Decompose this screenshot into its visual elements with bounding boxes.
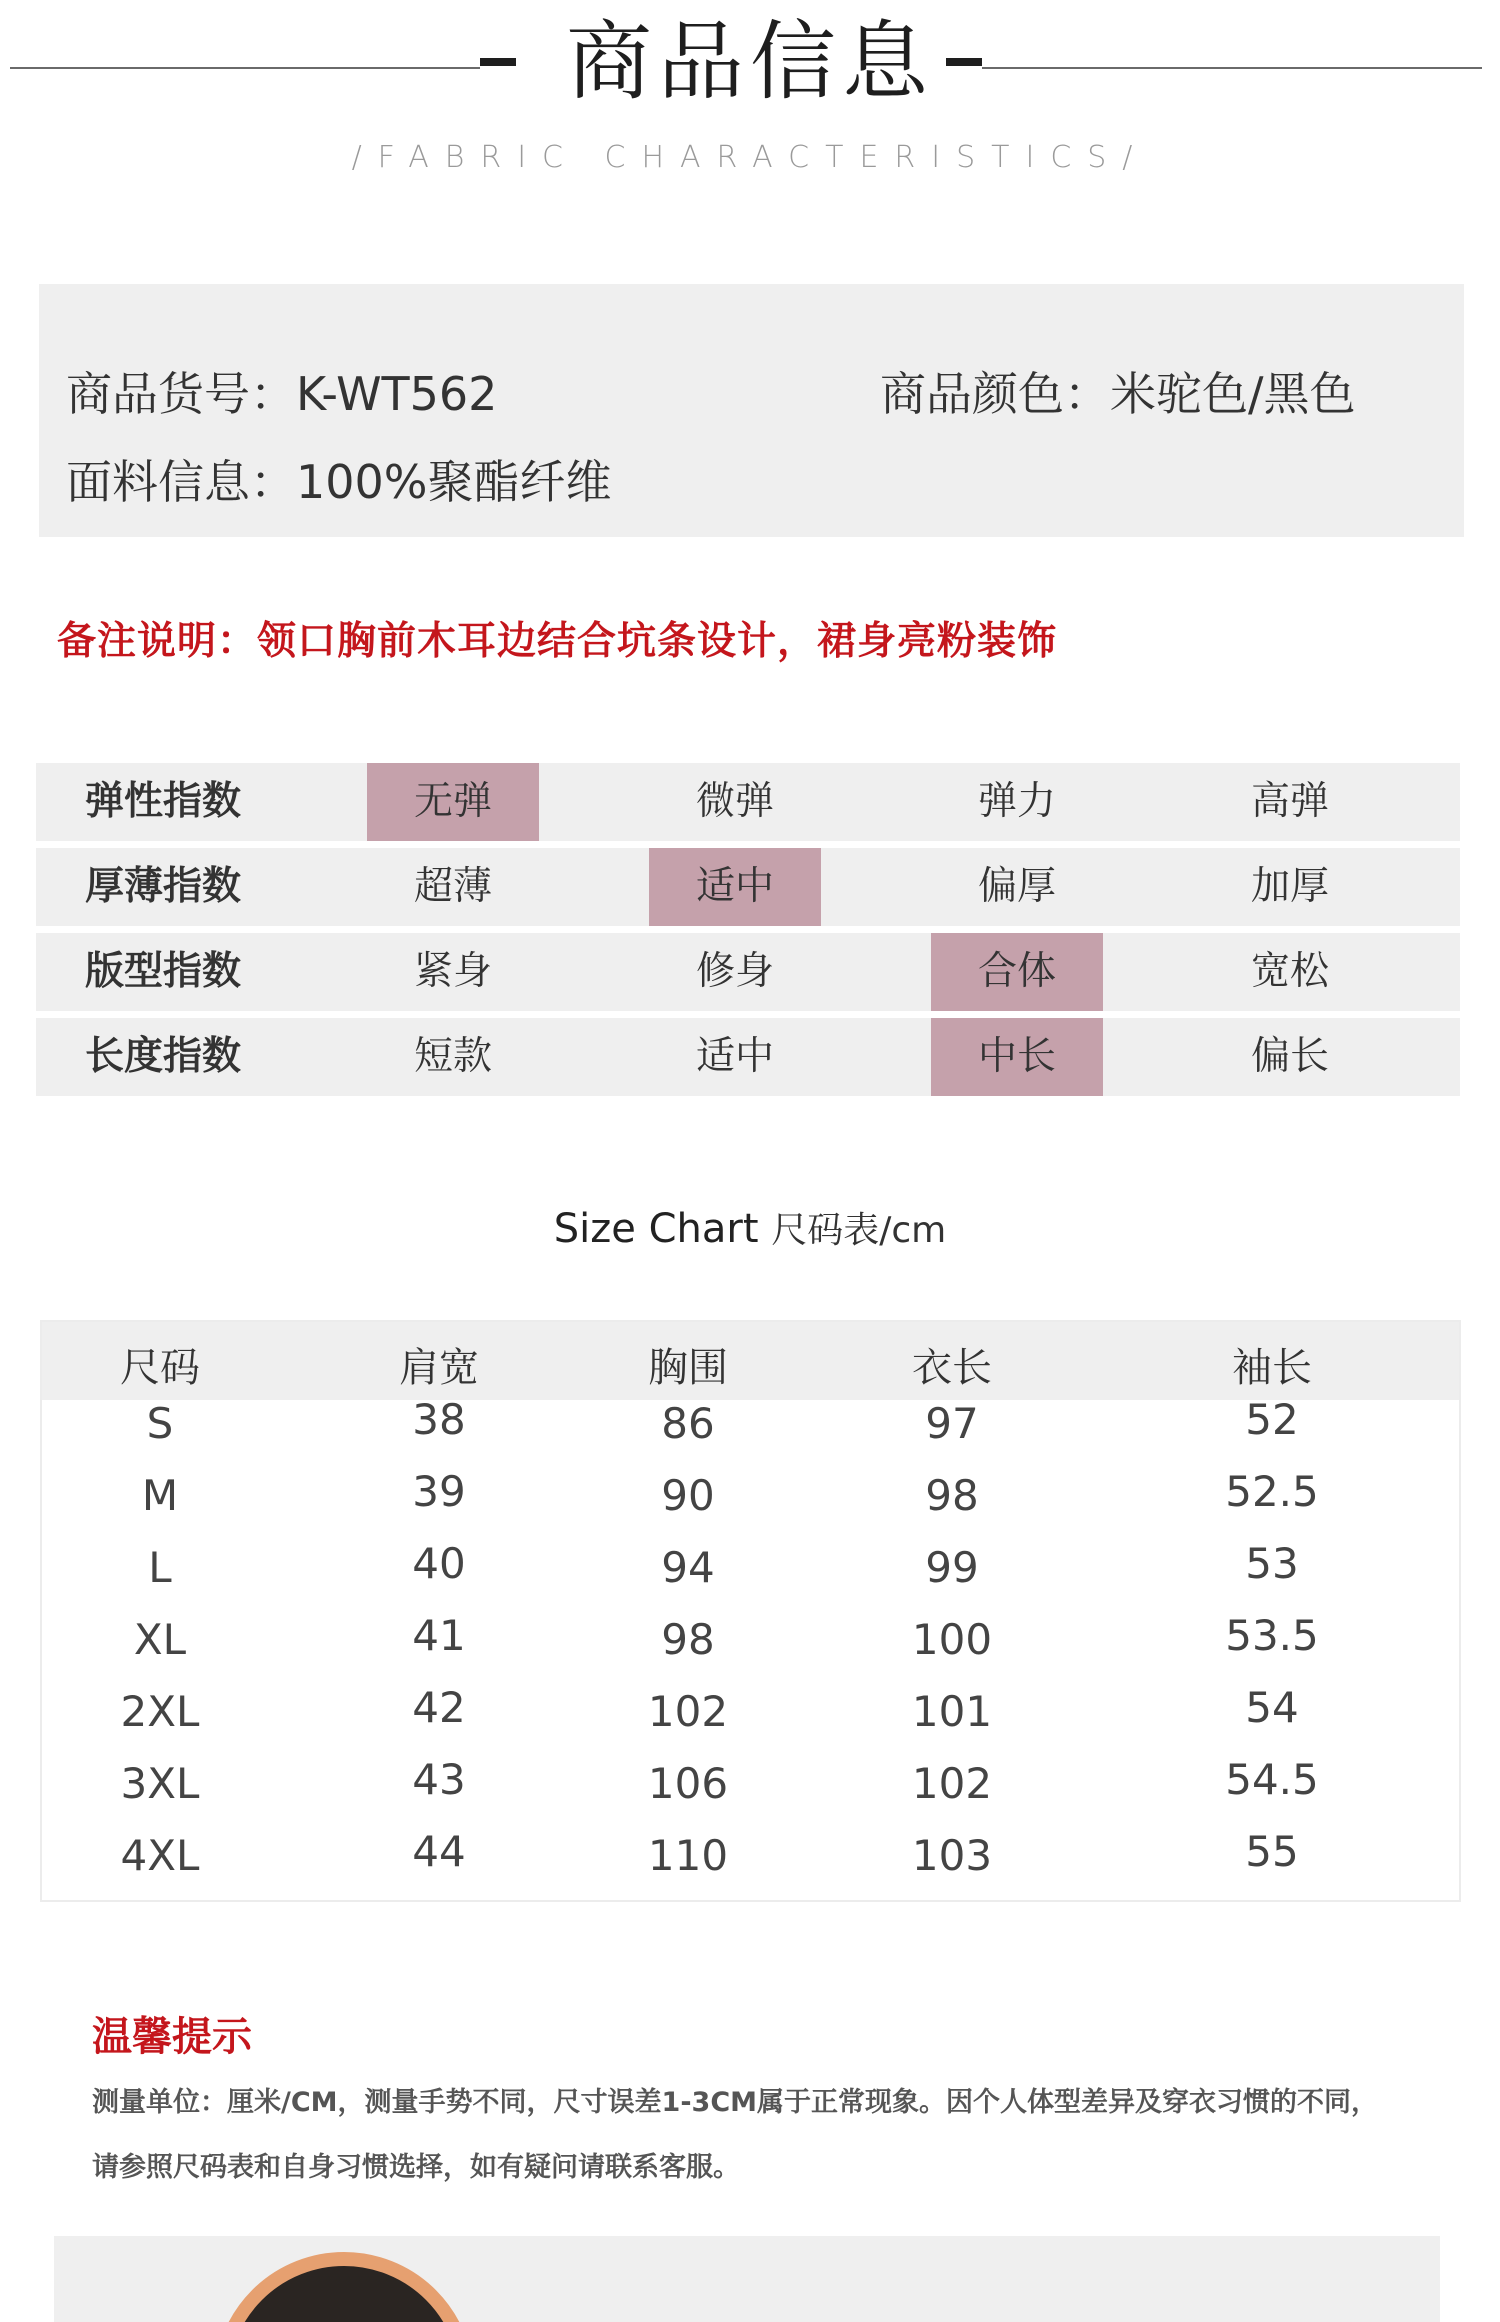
size-value-cell: 39 <box>412 1467 466 1516</box>
size-table-header <box>42 1322 1459 1400</box>
size-chart-unit: 尺码表/cm <box>771 1210 947 1251</box>
size-value-cell: 97 <box>925 1399 979 1448</box>
size-value-cell: 53 <box>1245 1539 1299 1588</box>
size-value-cell: 53.5 <box>1225 1611 1319 1660</box>
size-value-cell: 100 <box>911 1615 993 1664</box>
size-chart-title <box>0 1202 1500 1253</box>
size-value-cell: 102 <box>647 1687 729 1736</box>
size-header-cell: 肩宽 <box>399 1345 479 1391</box>
fabric-info: 面料信息：100%聚酯纤维 <box>66 455 612 509</box>
size-value-cell: 98 <box>925 1471 979 1520</box>
size-value-cell: 106 <box>647 1759 729 1808</box>
index-option: 超薄 <box>413 864 492 909</box>
size-label-cell: S <box>146 1399 174 1448</box>
size-value-cell: 55 <box>1245 1827 1299 1876</box>
size-header-cell: 尺码 <box>120 1345 200 1391</box>
size-value-cell: 38 <box>412 1395 466 1444</box>
index-option: 弹力 <box>977 779 1056 824</box>
product-color: 商品颜色：米驼色/黑色 <box>880 367 1356 421</box>
size-value-cell: 101 <box>911 1687 993 1736</box>
index-row <box>36 763 1460 841</box>
index-option: 修身 <box>695 949 774 994</box>
index-row-label: 厚薄指数 <box>84 864 241 909</box>
index-row-label: 弹性指数 <box>84 779 241 824</box>
index-option-selected: 无弹 <box>367 763 539 841</box>
index-row <box>36 1018 1460 1096</box>
page-title: 商品信息 <box>566 12 934 112</box>
index-row <box>36 848 1460 926</box>
tips-title: 温馨提示 <box>92 2014 252 2060</box>
tips-line-1: 测量单位：厘米/CM，测量手势不同，尺寸误差1-3CM属于正常现象。因个人体型差异及穿衣习惯的不同， <box>92 2087 1379 2118</box>
header-dash-right <box>946 58 982 66</box>
index-option: 偏长 <box>1250 1034 1329 1079</box>
size-value-cell: 90 <box>661 1471 715 1520</box>
header-rule-right <box>982 67 1482 69</box>
size-label-cell: 2XL <box>120 1687 200 1736</box>
size-value-cell: 44 <box>412 1827 466 1876</box>
index-row <box>36 933 1460 1011</box>
size-value-cell: 94 <box>661 1543 715 1592</box>
size-value-cell: 110 <box>647 1831 729 1880</box>
index-row-label: 版型指数 <box>84 949 241 994</box>
item-number: 商品货号：K-WT562 <box>66 367 498 421</box>
index-option: 适中 <box>695 1034 774 1079</box>
size-header-cell: 胸围 <box>648 1345 728 1391</box>
size-label-cell: M <box>141 1471 179 1520</box>
size-label-cell: L <box>148 1543 172 1592</box>
index-option-selected: 合体 <box>931 933 1103 1011</box>
model-photo-panel <box>54 2236 1440 2322</box>
index-option: 微弹 <box>695 779 774 824</box>
size-value-cell: 42 <box>412 1683 466 1732</box>
size-value-cell: 98 <box>661 1615 715 1664</box>
size-value-cell: 54.5 <box>1225 1755 1319 1804</box>
size-value-cell: 54 <box>1245 1683 1299 1732</box>
size-value-cell: 99 <box>925 1543 979 1592</box>
index-option-selected: 中长 <box>931 1018 1103 1096</box>
index-option-selected: 适中 <box>649 848 821 926</box>
index-option: 高弹 <box>1250 779 1329 824</box>
tips-line-2: 请参照尺码表和自身习惯选择，如有疑问请联系客服。 <box>92 2152 740 2183</box>
page-subtitle: /FABRIC CHARACTERISTICS/ <box>351 140 1149 175</box>
index-option: 宽松 <box>1250 949 1329 994</box>
index-option: 加厚 <box>1250 864 1329 909</box>
size-header-cell: 衣长 <box>912 1345 992 1391</box>
size-header-cell: 袖长 <box>1232 1345 1312 1391</box>
size-value-cell: 86 <box>661 1399 715 1448</box>
size-value-cell: 43 <box>412 1755 466 1804</box>
size-value-cell: 41 <box>412 1611 466 1660</box>
size-value-cell: 40 <box>412 1539 466 1588</box>
size-chart-title-en: Size Chart <box>553 1206 759 1252</box>
index-option: 短款 <box>413 1034 492 1079</box>
index-option: 紧身 <box>413 949 492 994</box>
size-value-cell: 52.5 <box>1225 1467 1319 1516</box>
size-value-cell: 52 <box>1245 1395 1299 1444</box>
size-label-cell: XL <box>133 1615 187 1664</box>
size-value-cell: 103 <box>911 1831 993 1880</box>
size-label-cell: 3XL <box>120 1759 200 1808</box>
model-avatar <box>214 2252 474 2322</box>
remark-note: 备注说明：领口胸前木耳边结合坑条设计，裙身亮粉装饰 <box>57 619 1058 664</box>
size-value-cell: 102 <box>911 1759 993 1808</box>
size-label-cell: 4XL <box>120 1831 200 1880</box>
index-row-label: 长度指数 <box>84 1034 241 1079</box>
size-table <box>40 1320 1461 1902</box>
index-option: 偏厚 <box>977 864 1056 909</box>
